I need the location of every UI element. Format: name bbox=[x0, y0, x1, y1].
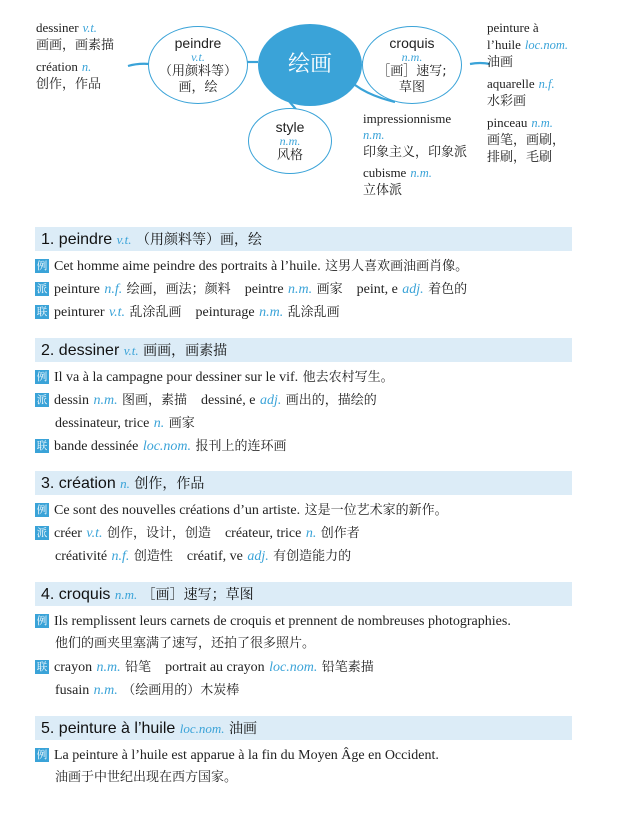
map-dessiner: dessiner v.t. 画画，画素描 bbox=[36, 20, 115, 53]
related-line: 联 peinturer v.t. 乱涂乱画 peinturage n.m. 乱涂乱画 bbox=[36, 305, 340, 320]
derived-line-cont: dessinateur, trice n. 画家 bbox=[55, 416, 195, 431]
entry-header: 2. dessiner v.t. 画画，画素描 bbox=[35, 338, 572, 362]
related-line-cont: fusain n.m. （绘画用的）木炭棒 bbox=[55, 683, 240, 698]
example-badge: 例 bbox=[36, 615, 48, 627]
example-line: 例 Ce sont des nouvelles créations d’un artiste. 这是一位艺术家的新作。 bbox=[36, 503, 448, 518]
map-pinceau: pinceau n.m. 画笔，画刷， 排刷，毛刷 bbox=[487, 115, 566, 165]
example-line: 例 La peinture à l’huile est apparue à la fin du Moyen Âge en Occident. bbox=[36, 748, 439, 763]
derived-line: 派 peinture n.f. 绘画，画法；颜料 peintre n.m. 画家 peint, e adj. 着色的 bbox=[36, 282, 468, 297]
example-badge: 例 bbox=[36, 371, 48, 383]
example-badge: 例 bbox=[36, 260, 48, 272]
entry-header: 4. croquis n.m. ［画］速写；草图 bbox=[35, 582, 572, 606]
related-line: 联 bande dessinée loc.nom. 报刊上的连环画 bbox=[36, 439, 287, 454]
related-badge: 联 bbox=[36, 440, 48, 452]
example-translation: 他们的画夹里塞满了速写，还拍了很多照片。 bbox=[55, 636, 316, 651]
derived-line: 派 créer v.t. 创作，设计，创造 créateur, trice n. 创作者 bbox=[36, 526, 360, 541]
derived-badge: 派 bbox=[36, 394, 48, 406]
related-badge: 联 bbox=[36, 306, 48, 318]
map-cubisme: cubisme n.m. 立体派 bbox=[363, 165, 432, 198]
entry-header: 1. peindre v.t. （用颜料等）画，绘 bbox=[35, 227, 572, 251]
map-creation: création n. 创作，作品 bbox=[36, 59, 102, 92]
derived-line-cont: créativité n.f. 创造性 créatif, ve adj. 有创造能力的 bbox=[55, 549, 352, 564]
entry-header: 3. création n. 创作，作品 bbox=[35, 471, 572, 495]
map-aquarelle: aquarelle n.f. 水彩画 bbox=[487, 76, 555, 109]
example-badge: 例 bbox=[36, 504, 48, 516]
example-translation: 油画于中世纪出现在西方国家。 bbox=[55, 770, 238, 785]
map-impressionnisme: impressionnisme n.m. 印象主义，印象派 bbox=[363, 111, 468, 160]
example-badge: 例 bbox=[36, 749, 48, 761]
map-node-croquis: croquis n.m. ［画］速写; 草图 bbox=[362, 26, 462, 104]
related-line: 联 crayon n.m. 铅笔 portrait au crayon loc.nom. 铅笔素描 bbox=[36, 660, 374, 675]
related-badge: 联 bbox=[36, 661, 48, 673]
derived-badge: 派 bbox=[36, 283, 48, 295]
example-line: 例 Ils remplissent leurs carnets de croquis et prennent de nombreuses photographies. bbox=[36, 614, 511, 629]
map-peinture-huile: peinture à l’huile loc.nom. 油画 bbox=[487, 20, 568, 70]
map-center-topic: 绘画 bbox=[258, 24, 362, 106]
entry-header: 5. peinture à l’huile loc.nom. 油画 bbox=[35, 716, 572, 740]
map-node-style: style n.m. 风格 bbox=[248, 108, 332, 174]
map-node-peindre: peindre v.t. （用颜料等） 画，绘 bbox=[148, 26, 248, 104]
derived-badge: 派 bbox=[36, 527, 48, 539]
derived-line: 派 dessin n.m. 图画，素描 dessiné, e adj. 画出的，描绘的 bbox=[36, 393, 377, 408]
example-line: 例 Cet homme aime peindre des portraits à l’huile. 这男人喜欢画油画肖像。 bbox=[36, 259, 469, 274]
example-line: 例 Il va à la campagne pour dessiner sur le vif. 他去农村写生。 bbox=[36, 370, 394, 385]
